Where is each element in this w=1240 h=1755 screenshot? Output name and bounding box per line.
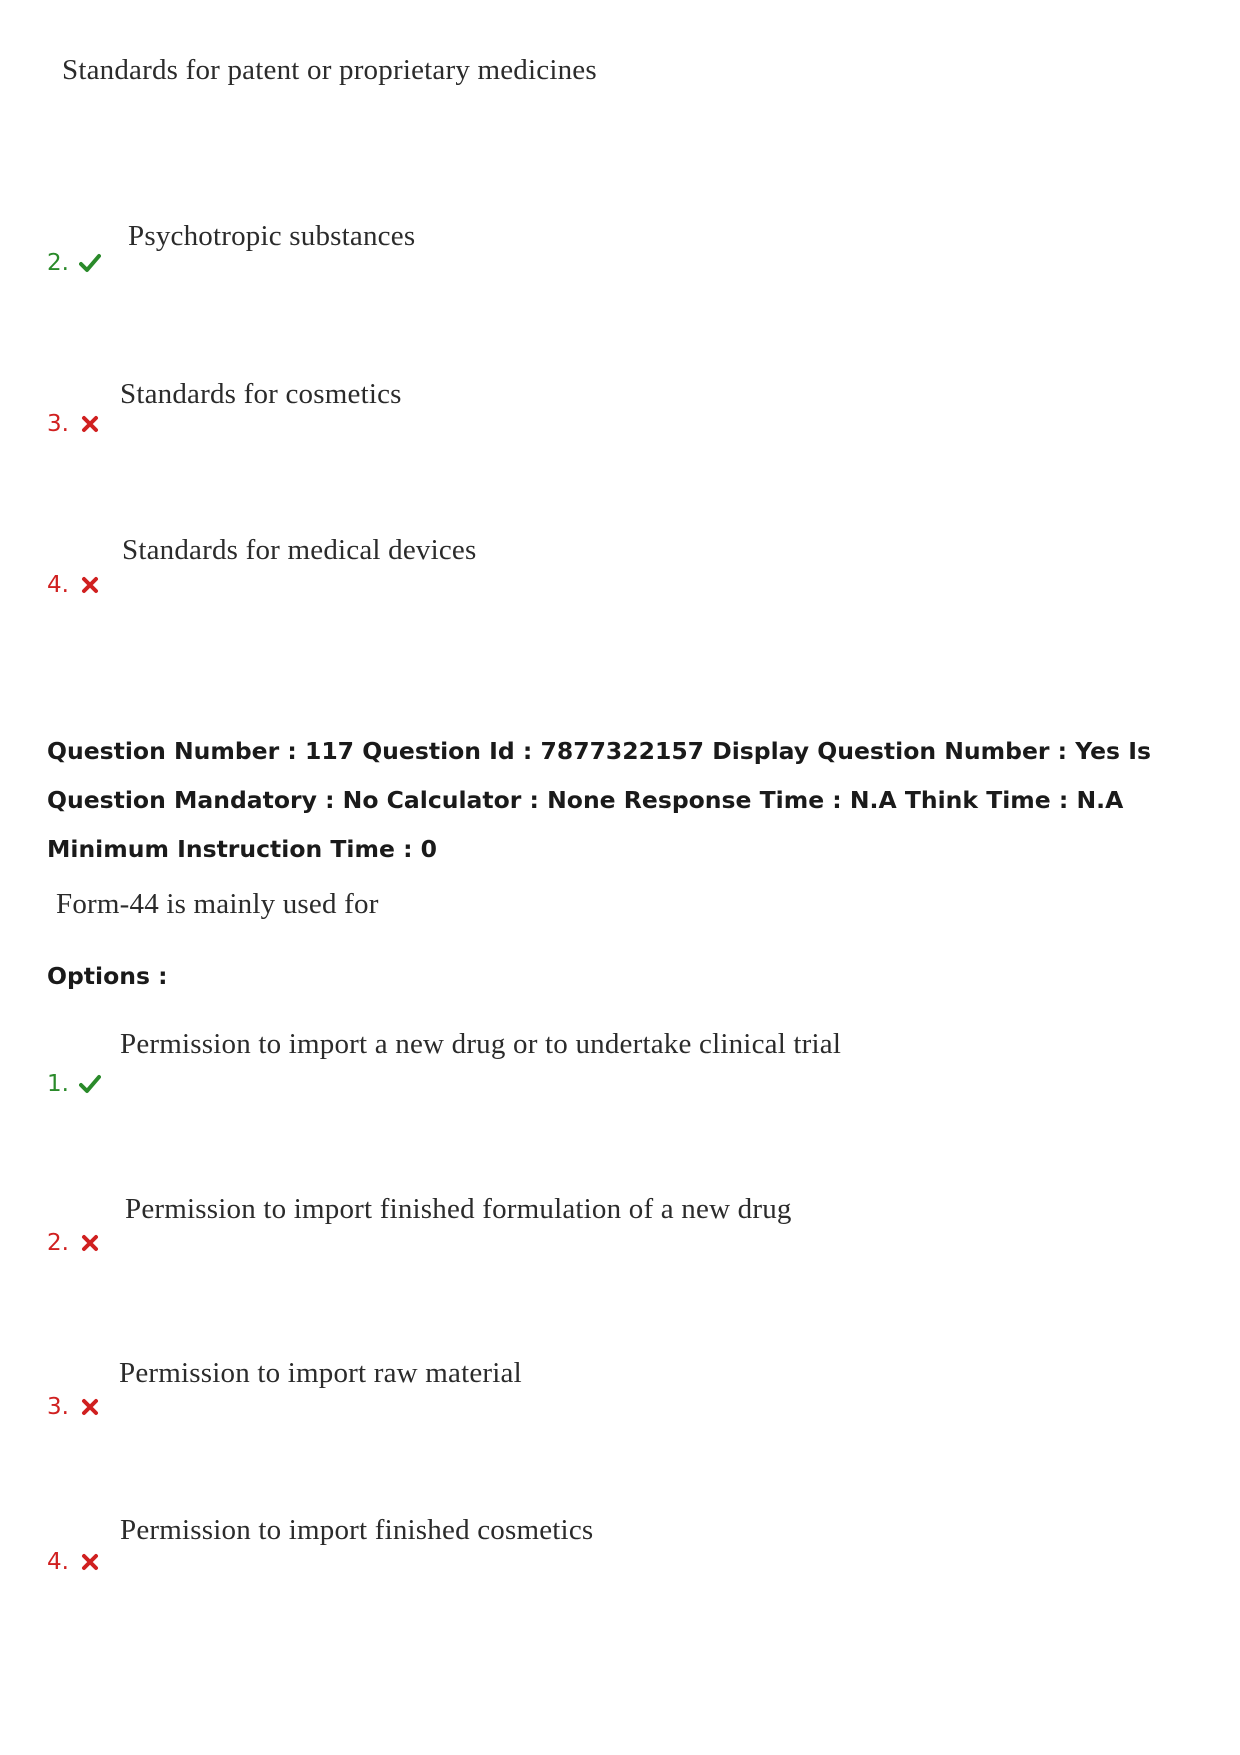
option-number: 3. (47, 411, 69, 437)
prev-option-1-text: Standards for patent or proprietary medicines (62, 54, 597, 86)
options-label: Options : (47, 962, 168, 990)
option-number: 3. (47, 1394, 69, 1420)
option-number: 2. (47, 250, 69, 276)
prev-option-4-number (47, 572, 101, 598)
check-icon (79, 252, 101, 274)
cross-icon (79, 1396, 101, 1418)
option-2-text: Permission to import finished formulation of a new drug (125, 1193, 792, 1225)
cross-icon (79, 413, 101, 435)
option-3-number (47, 1394, 101, 1420)
option-number: 1. (47, 1071, 69, 1097)
cross-icon (79, 1551, 101, 1573)
prev-option-4-text: Standards for medical devices (122, 534, 477, 566)
option-4-number (47, 1549, 101, 1575)
cross-icon (79, 1232, 101, 1254)
check-icon (79, 1073, 101, 1095)
option-number: 4. (47, 572, 69, 598)
question-text: Form-44 is mainly used for (56, 888, 379, 920)
option-1-number (47, 1071, 101, 1097)
option-3-text: Permission to import raw material (119, 1357, 522, 1389)
prev-option-3-number (47, 411, 101, 437)
option-1-text: Permission to import a new drug or to undertake clinical trial (120, 1028, 842, 1060)
prev-option-2-text: Psychotropic substances (128, 220, 416, 252)
option-number: 4. (47, 1549, 69, 1575)
prev-option-3-text: Standards for cosmetics (120, 378, 402, 410)
option-4-text: Permission to import finished cosmetics (120, 1514, 594, 1546)
cross-icon (79, 574, 101, 596)
option-number: 2. (47, 1230, 69, 1256)
question-meta: Question Number : 117 Question Id : 7877322157 Display Question Number : Yes Is Question Mandatory : No Calculator : None Response Time : N.A Think Time : N.A Minimum Instruction Time : 0 (47, 737, 1151, 863)
option-2-number (47, 1230, 101, 1256)
prev-option-2-number (47, 250, 101, 276)
